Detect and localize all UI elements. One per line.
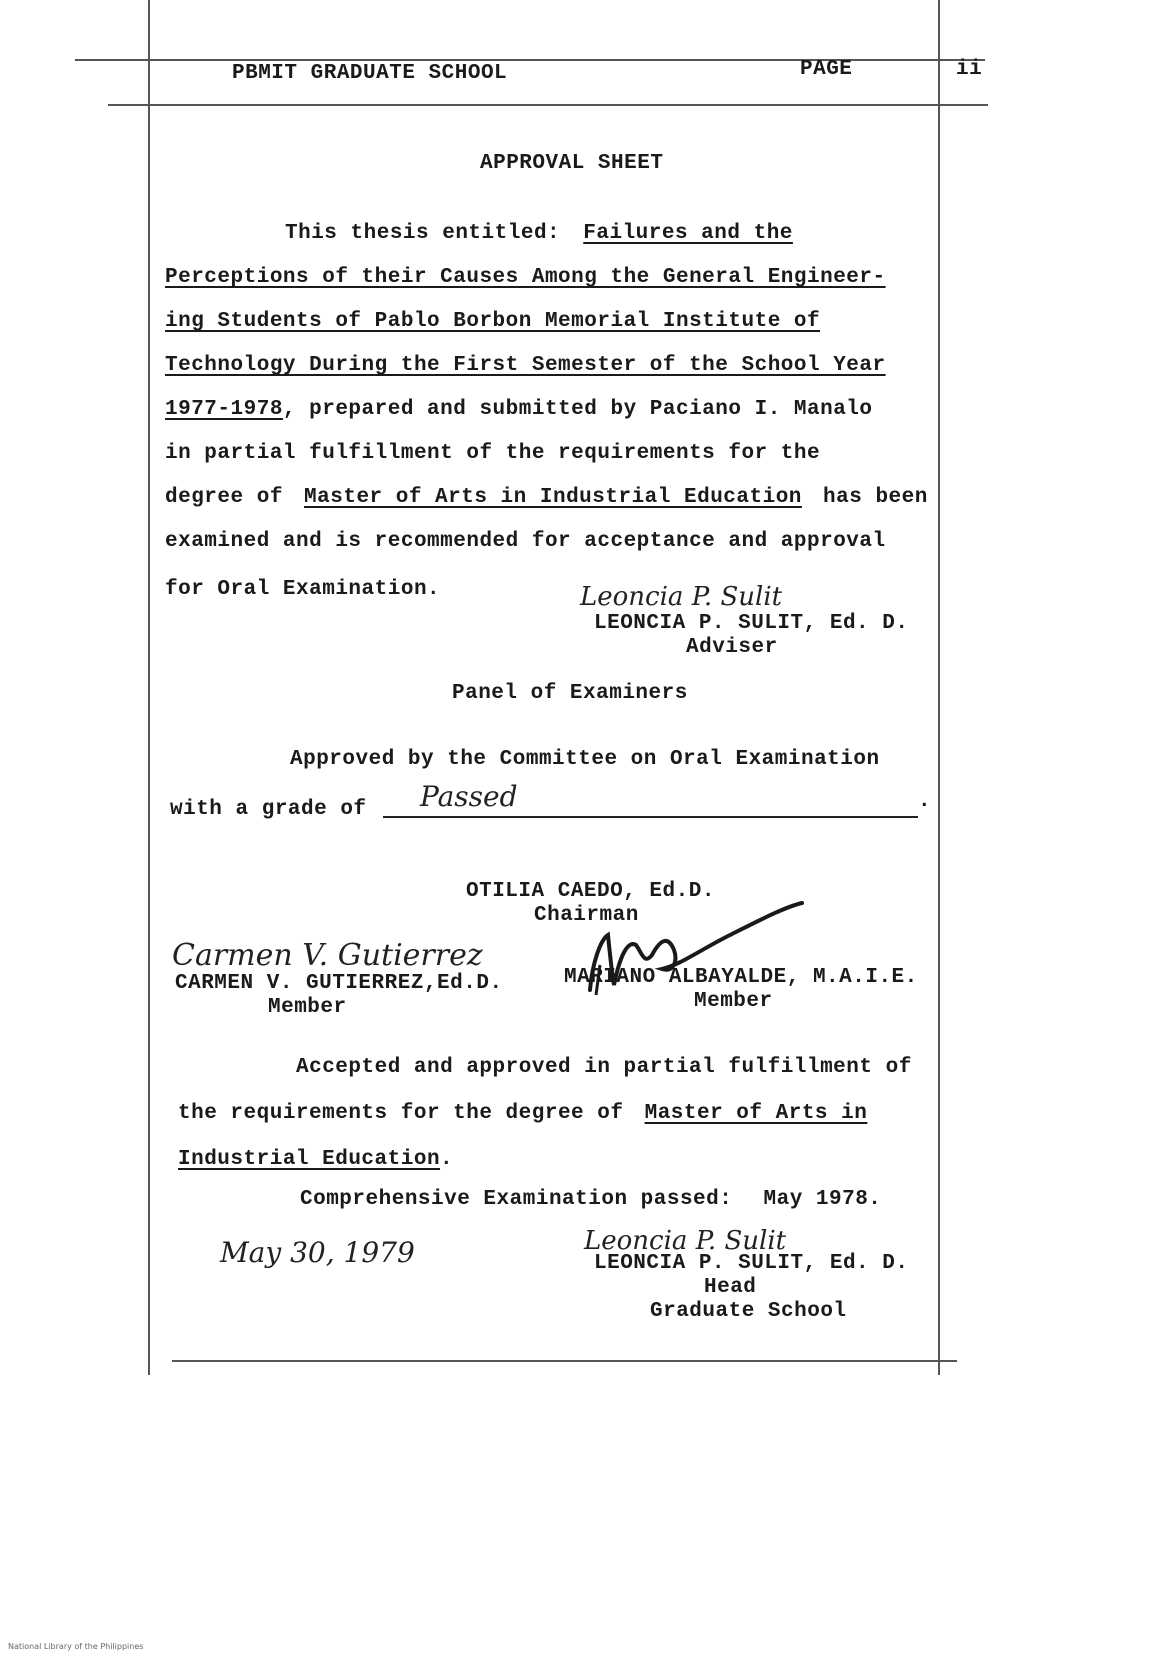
comprehensive-label: Comprehensive Examination passed: xyxy=(300,1188,733,1211)
adviser-role: Adviser xyxy=(686,636,778,659)
bottom-rule xyxy=(172,1360,957,1362)
body-line-7 xyxy=(165,486,928,509)
member-1-name: CARMEN V. GUTIERREZ,Ed.D. xyxy=(175,972,503,995)
body-line-1 xyxy=(285,222,793,245)
submitted-by: , prepared and submitted by Paciano I. Manalo xyxy=(282,398,873,421)
comprehensive-date: May 1978. xyxy=(763,1188,882,1211)
thesis-title-part-4: Technology During the First Semester of the School Year xyxy=(165,354,886,377)
head-signature: Leoncia P. Sulit xyxy=(584,1226,787,1256)
school-year: 1977-1978 xyxy=(165,398,283,421)
degree-name: Master of Arts in Industrial Education xyxy=(304,486,802,509)
thesis-title-part-2: Perceptions of their Causes Among the General Engineer- xyxy=(165,266,886,289)
acceptance-degree-prefix: the requirements for the degree of xyxy=(178,1102,624,1125)
thesis-title-part-3: ing Students of Pablo Borbon Memorial Institute of xyxy=(165,310,821,333)
member-2-role: Member xyxy=(694,990,773,1013)
grade-prefix: with a grade of xyxy=(170,798,367,821)
grade-underline xyxy=(383,816,918,818)
comprehensive-exam xyxy=(300,1188,881,1211)
grade-value: Passed xyxy=(420,780,518,813)
page-title: APPROVAL SHEET xyxy=(480,152,664,175)
degree-prefix: degree of xyxy=(165,486,283,509)
thesis-title-part-1: Failures and the xyxy=(583,222,793,245)
panel-approved-line: Approved by the Committee on Oral Examination xyxy=(290,748,880,771)
body-line-6: in partial fulfillment of the requirements for the xyxy=(165,442,821,465)
member-2-signature xyxy=(570,895,810,1015)
date-signed: May 30, 1979 xyxy=(220,1236,415,1269)
acceptance-degree-part-1: Master of Arts in xyxy=(644,1102,868,1125)
chairman-name: OTILIA CAEDO, Ed.D. xyxy=(466,880,715,903)
member-1-signature: Carmen V. Gutierrez xyxy=(172,938,483,973)
acceptance-period: . xyxy=(440,1148,454,1171)
body-line-9: for Oral Examination. xyxy=(165,578,441,601)
header-bottom-rule xyxy=(108,104,988,106)
frame-right-rule xyxy=(938,0,940,1375)
acceptance-line-1: Accepted and approved in partial fulfillment of xyxy=(296,1056,912,1079)
acceptance-degree-part-2: Industrial Education xyxy=(178,1148,441,1171)
grade-suffix: . xyxy=(918,790,932,813)
panel-heading: Panel of Examiners xyxy=(452,682,688,705)
acceptance-line-3 xyxy=(178,1148,453,1171)
frame-left-rule xyxy=(148,0,150,1375)
head-office: Graduate School xyxy=(650,1300,847,1323)
header-page-label: PAGE xyxy=(800,58,853,81)
header-school: PBMIT GRADUATE SCHOOL xyxy=(232,62,508,85)
degree-suffix: has been xyxy=(823,486,928,509)
scan-footer: National Library of the Philippines xyxy=(8,1642,144,1651)
member-2-name: MARIANO ALBAYALDE, M.A.I.E. xyxy=(564,966,918,989)
head-name: LEONCIA P. SULIT, Ed. D. xyxy=(594,1252,909,1275)
member-1-role: Member xyxy=(268,996,347,1019)
chairman-role: Chairman xyxy=(534,904,639,927)
page-number: ii xyxy=(956,58,983,81)
adviser-name: LEONCIA P. SULIT, Ed. D. xyxy=(594,612,909,635)
acceptance-line-2 xyxy=(178,1102,867,1125)
thesis-intro: This thesis entitled: xyxy=(285,222,561,245)
head-role: Head xyxy=(704,1276,757,1299)
adviser-signature: Leoncia P. Sulit xyxy=(580,582,783,612)
body-line-8: examined and is recommended for acceptance and approval xyxy=(165,530,886,553)
body-line-5 xyxy=(165,398,873,421)
